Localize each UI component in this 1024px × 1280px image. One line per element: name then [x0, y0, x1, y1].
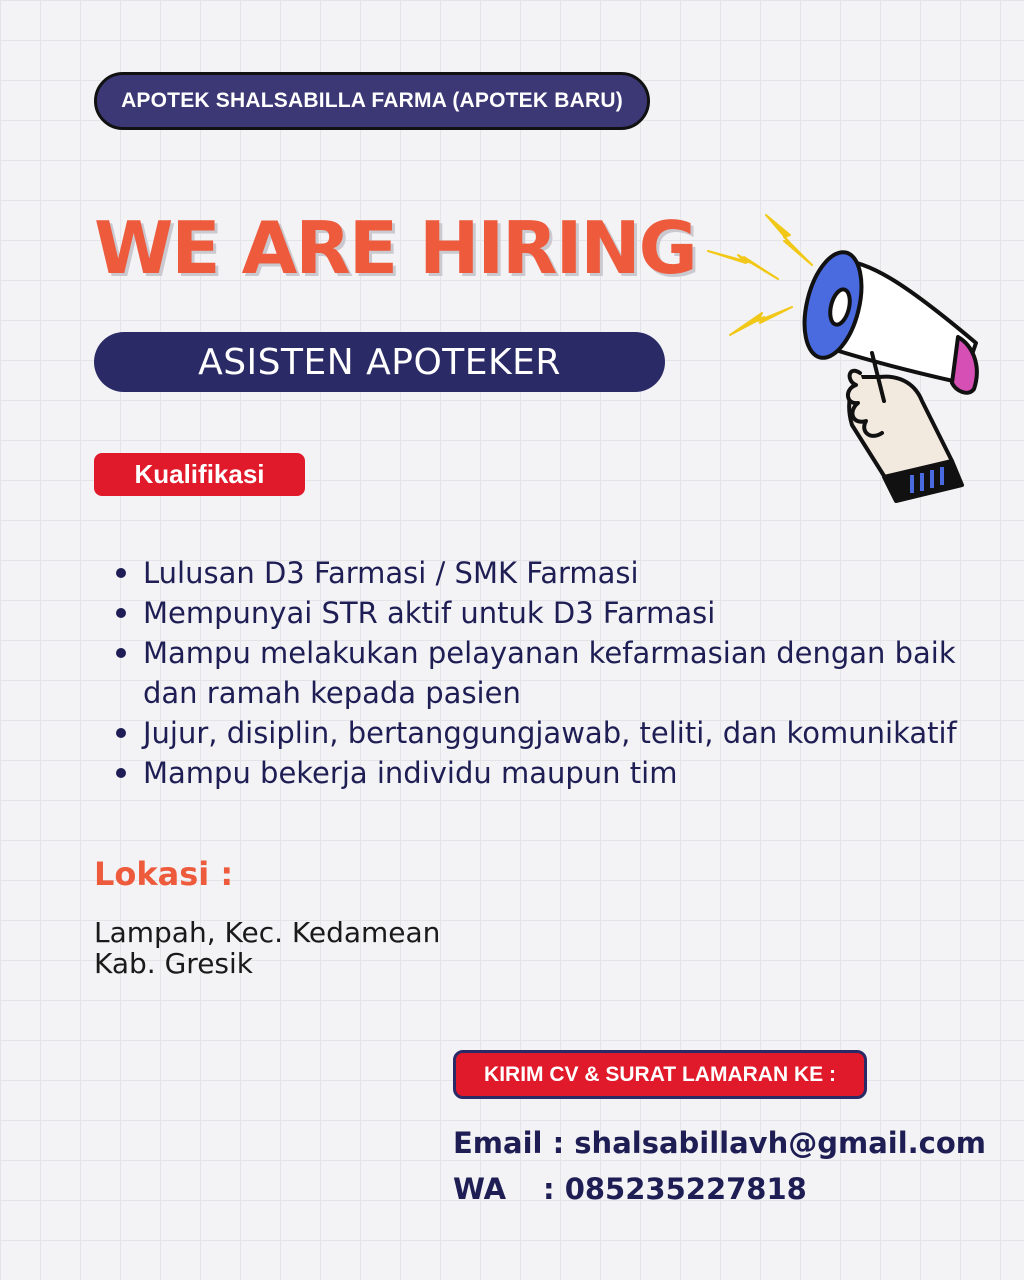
- qualification-item: Mempunyai STR aktif untuk D3 Farmasi: [143, 593, 983, 633]
- address-line-1: Lampah, Kec. Kedamean: [94, 916, 441, 949]
- position-title: ASISTEN APOTEKER: [94, 332, 665, 392]
- wa-row: [453, 1172, 807, 1206]
- location-address: [94, 917, 440, 979]
- qualifications-list: [143, 553, 983, 793]
- qualification-item: Lulusan D3 Farmasi / SMK Farmasi: [143, 553, 983, 593]
- email-separator: :: [542, 1126, 575, 1160]
- qualification-item: Jujur, disiplin, bertanggungjawab, teliti, dan komunikatif: [143, 713, 983, 753]
- wa-label: WA: [453, 1172, 507, 1206]
- apply-instruction-badge: KIRIM CV & SURAT LAMARAN KE :: [453, 1050, 867, 1099]
- email-label: Email: [453, 1126, 543, 1160]
- wa-separator: :: [543, 1172, 565, 1206]
- qualification-item: Mampu melakukan pelayanan kefarmasian dengan baik dan ramah kepada pasien: [143, 633, 983, 713]
- pharmacy-name-badge: APOTEK SHALSABILLA FARMA (APOTEK BARU): [94, 72, 650, 130]
- megaphone-icon: [700, 205, 990, 505]
- address-line-2: Kab. Gresik: [94, 947, 254, 980]
- email-address[interactable]: shalsabillavh@gmail.com: [574, 1126, 987, 1160]
- location-heading: Lokasi :: [94, 855, 234, 893]
- hiring-headline: WE ARE HIRING: [94, 206, 696, 290]
- wa-number[interactable]: 085235227818: [564, 1172, 807, 1206]
- qualifications-heading: Kualifikasi: [94, 453, 305, 496]
- email-row: [453, 1126, 986, 1160]
- qualification-item: Mampu bekerja individu maupun tim: [143, 753, 983, 793]
